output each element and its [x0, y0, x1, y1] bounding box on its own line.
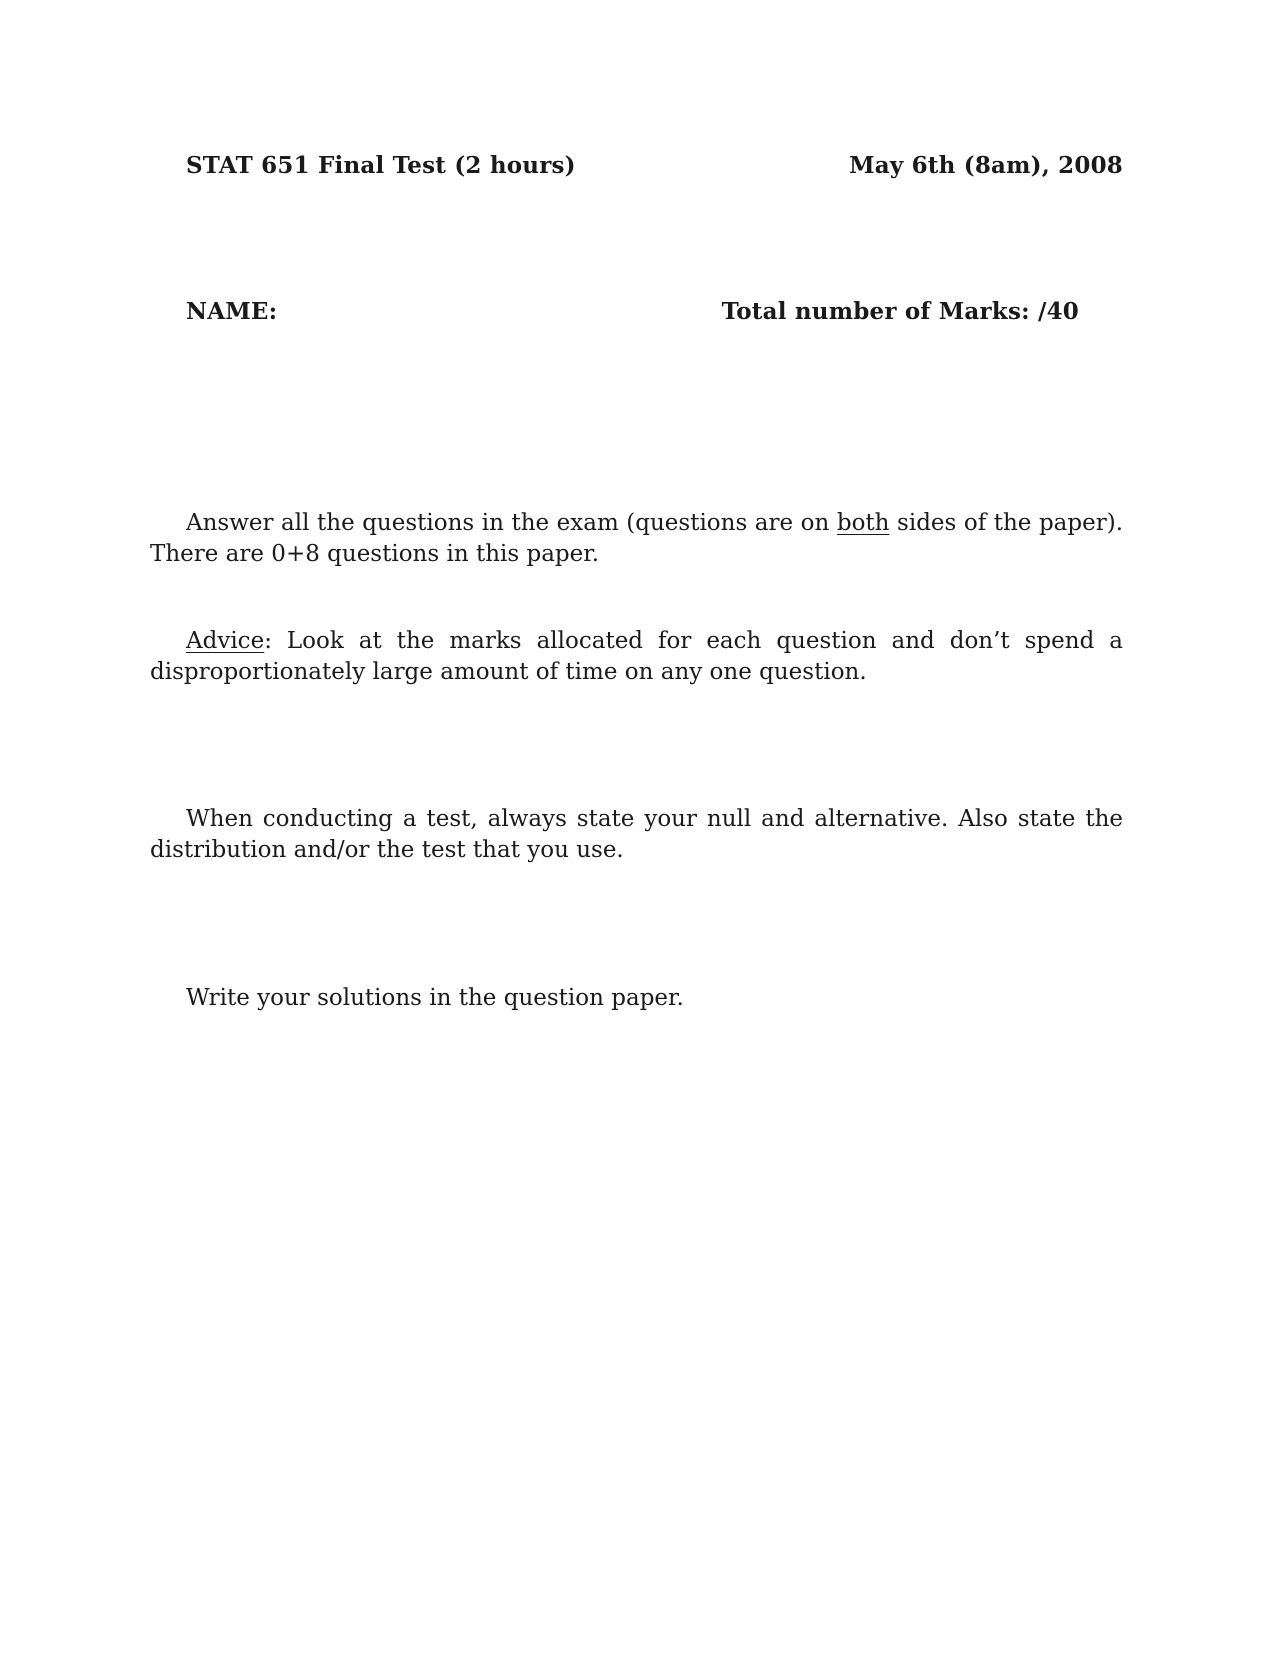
- test-conduct-text: When conducting a test, always state your null and alternative. Also state the distribution and/or the test that you use.: [150, 806, 1123, 863]
- exam-date: May 6th (8am), 2008: [849, 152, 1123, 179]
- underlined-both: both: [836, 510, 890, 536]
- instruction-test-conduct: [150, 804, 1123, 866]
- instruction-answer-all: [150, 508, 1123, 570]
- name-marks-row: [186, 298, 1079, 325]
- instruction-write-solutions: [150, 983, 1123, 1014]
- advice-label: Advice: [186, 628, 265, 654]
- exam-header: [186, 152, 1123, 179]
- name-label: NAME:: [186, 298, 278, 325]
- total-marks: Total number of Marks: /40: [721, 298, 1079, 325]
- advice-text: : Look at the marks allocated for each question and don’t spend a disproportionately large amount of time on any one question.: [150, 628, 1123, 685]
- course-title: STAT 651 Final Test (2 hours): [186, 152, 576, 179]
- instruction-advice: [150, 626, 1123, 688]
- instruction-answer-all-start: Answer all the questions in the exam (questions are on: [186, 510, 837, 536]
- instruction-answer-all-end: sides of the paper). There are 0+8 questions in this paper.: [150, 510, 1124, 567]
- write-solutions-text: Write your solutions in the question paper.: [186, 985, 684, 1011]
